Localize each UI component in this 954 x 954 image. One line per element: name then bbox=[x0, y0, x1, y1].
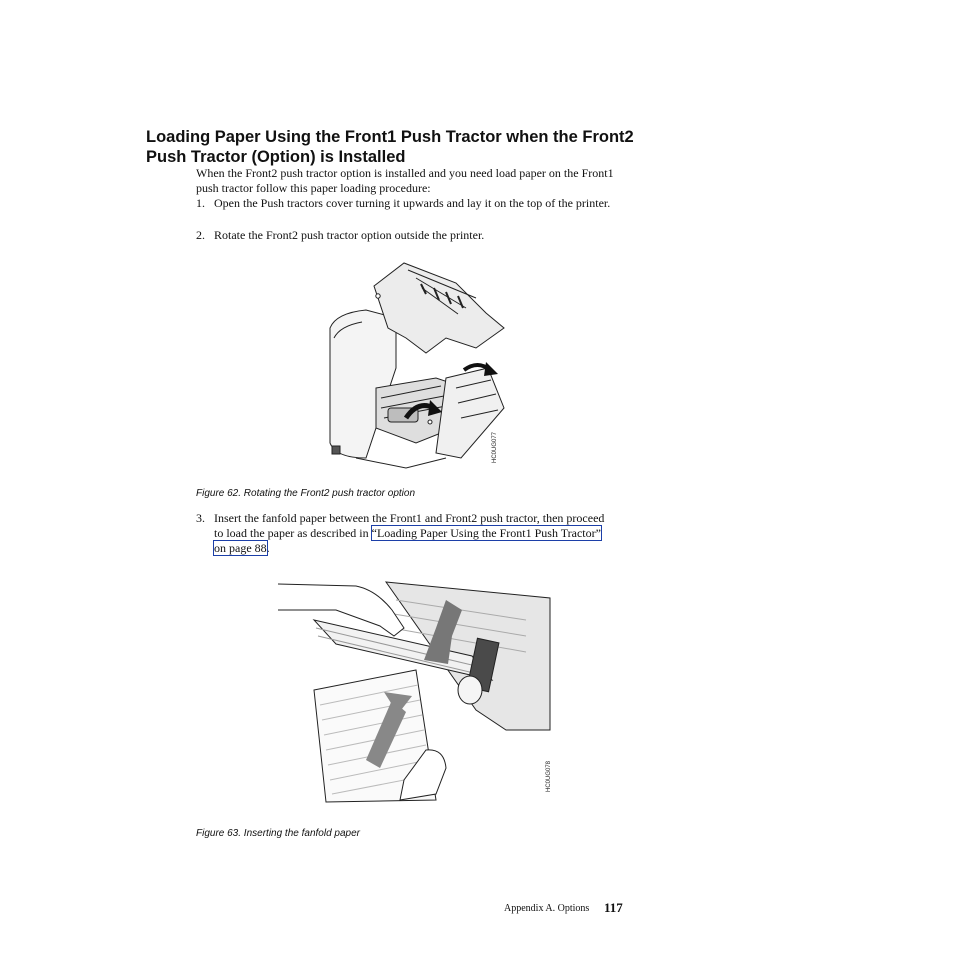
step-3 bbox=[196, 511, 626, 556]
figure-62-illustration bbox=[326, 258, 506, 476]
figure-62-caption: Figure 62. Rotating the Front2 push tractor option bbox=[196, 488, 416, 499]
step-3-text-after: . bbox=[266, 541, 270, 555]
step-3-text bbox=[214, 511, 614, 556]
figure-63-illustration bbox=[276, 580, 554, 804]
step-3-text-before: Insert the fanfold paper between the Front1 and Front2 push tractor, then proceed to load the paper as described in bbox=[214, 511, 605, 540]
cross-reference-link[interactable]: “Loading Paper Using the Front1 Push Tractor” on page 88 bbox=[214, 526, 601, 555]
step-1 bbox=[196, 196, 626, 226]
step-2 bbox=[196, 228, 626, 243]
footer-label: Appendix A. Options bbox=[504, 903, 590, 914]
step-2-text: Rotate the Front2 push tractor option outside the printer. bbox=[214, 228, 485, 242]
figure-63-id: HC0UG078 bbox=[546, 760, 552, 792]
figure-62-id: HC0UG077 bbox=[492, 431, 498, 463]
page-number: 117 bbox=[604, 900, 623, 915]
figure-63-caption: Figure 63. Inserting the fanfold paper bbox=[196, 828, 360, 839]
step-1-number: 1. bbox=[196, 196, 205, 210]
step-2-number: 2. bbox=[196, 228, 205, 242]
step-3-number: 3. bbox=[196, 511, 205, 525]
step-1-text: Open the Push tractors cover turning it upwards and lay it on the top of the printer. bbox=[214, 196, 611, 210]
section-heading: Loading Paper Using the Front1 Push Tractor when the Front2 Push Tractor (Option) is Installed bbox=[146, 128, 634, 166]
intro-paragraph: When the Front2 push tractor option is installed and you need load paper on the Front1 push tractor follow this paper loading procedure: bbox=[196, 166, 614, 195]
